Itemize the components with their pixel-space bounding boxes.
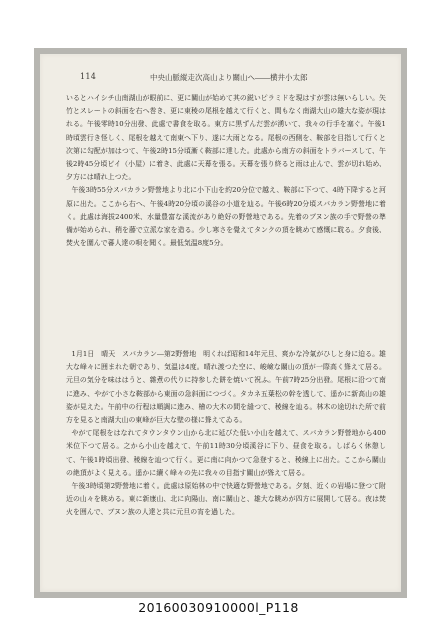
paragraph: いるとハイシチ山南湖山が眼前に、更に關山が始めて其の鋭いピラミドを現はすが雲は無いらしい。矢竹とスレートの斜面を右へ巻き、更に東稜の尾根を越えて行くと、間もなく南湖大山の雄大な姿が現はれる。午後零時10分出發、此處で書食を取る。東方に黒ずんだ雲が湧いて、我々の行手を塞ぐ。午後1時頃雲行き怪しく、尾根を越えて南東へ下り、遂に大雨となる。尾根の西側を、鞍部を目指して行くと次第に勾配が加はつて、午後2時15分頃漸く鞍部に達した。此處から南方の斜面をトラバースして、午後2時45分頃ビイ（小屋）に着き、此處に天幕を張る。天幕を張り終ると雨は止んで、雲が切れ始め、夕方には晴れ上つた。 <box>66 94 386 182</box>
body-text-block-1 <box>66 92 386 250</box>
paragraph: 午後3時頃第2野營地に着く。此處は原始林の中で快適な野營地である。夕刻、近くの岩場に登つて附近の山々を眺める。東に新康山、北に向陽山、南に關山と、雄大な眺めが四方に展開して居る。夜は焚火を囲んで、ブヌン族の人達と共に元旦の宵を過した。 <box>66 482 386 517</box>
paragraph: 午後3時55分スバカラン野營地より北に小下山を約20分位で越え、鞍部に下つて、4時下降すると河原に出た。ここから右へ、午後4時20分頃の溪谷の小道を辿る。午後6時20分頃スバカラン野營地に着く。此處は海拔2400米、水量豊富な溪流があり絶好の野營地である。先着のブヌン族の手で野營の準備が始められ、稍を藤で立派な家を造る。少し寒さを覺えてタンクの頂を眺めて感慨に耽る。夕食後、焚火を圍んで蕃人達の唄を聞く。最低気温8度5分。 <box>66 186 386 248</box>
body-text-block-2 <box>66 348 386 520</box>
paragraph: 1月1日 晴天 スバカラン―第2野營地 明くれば昭和14年元旦、爽かな冷氣がひしと身に迫る。雄大な峰々に囲まれた朝であり、気温は4度。晴れ渡つた空に、峻嶮な關山の頂が一際高く聳えて居る。元旦の気分を味ははうと、雜煮の代りに持参した餅を焼いて祝ふ。午前7時25分出發。尾根に沿つて南に進み、やがて小さな鞍部から東面の急斜面につづく。タカネ五葉松の幹を透して、遥かに新高山の雄姿が見えた。午前中の行程は順調に進み、檜の大木の間を縫つて、稜線を辿る。林木の途切れた所で前方を見ると南湖大山の東峰が巨大な壁の様に聳えてゐる。 <box>66 350 386 425</box>
image-caption: 20160030910000l_P118 <box>138 600 299 615</box>
paragraph: やがて尾根をはなれてタウンタウン山から北に延びた低い小山を越えて、スバカラン野營地から400米位下つて居る。之から小山を越えて、午前11時30分頃溪谷に下り、昼食を取る。しばらく休憩して、午後1時頃出發、稜線を辿つて行く。更に南に向かつて急登すると、稜線上に出た。ここから關山の絶頂がよく見える。遥かに續く峰々の先に我々の目指す關山が聳えて居る。 <box>66 429 386 477</box>
running-title: 中央山脈縱走次高山より關山へ――横井小太郎 <box>150 73 308 82</box>
page-number: 114 <box>80 72 97 81</box>
